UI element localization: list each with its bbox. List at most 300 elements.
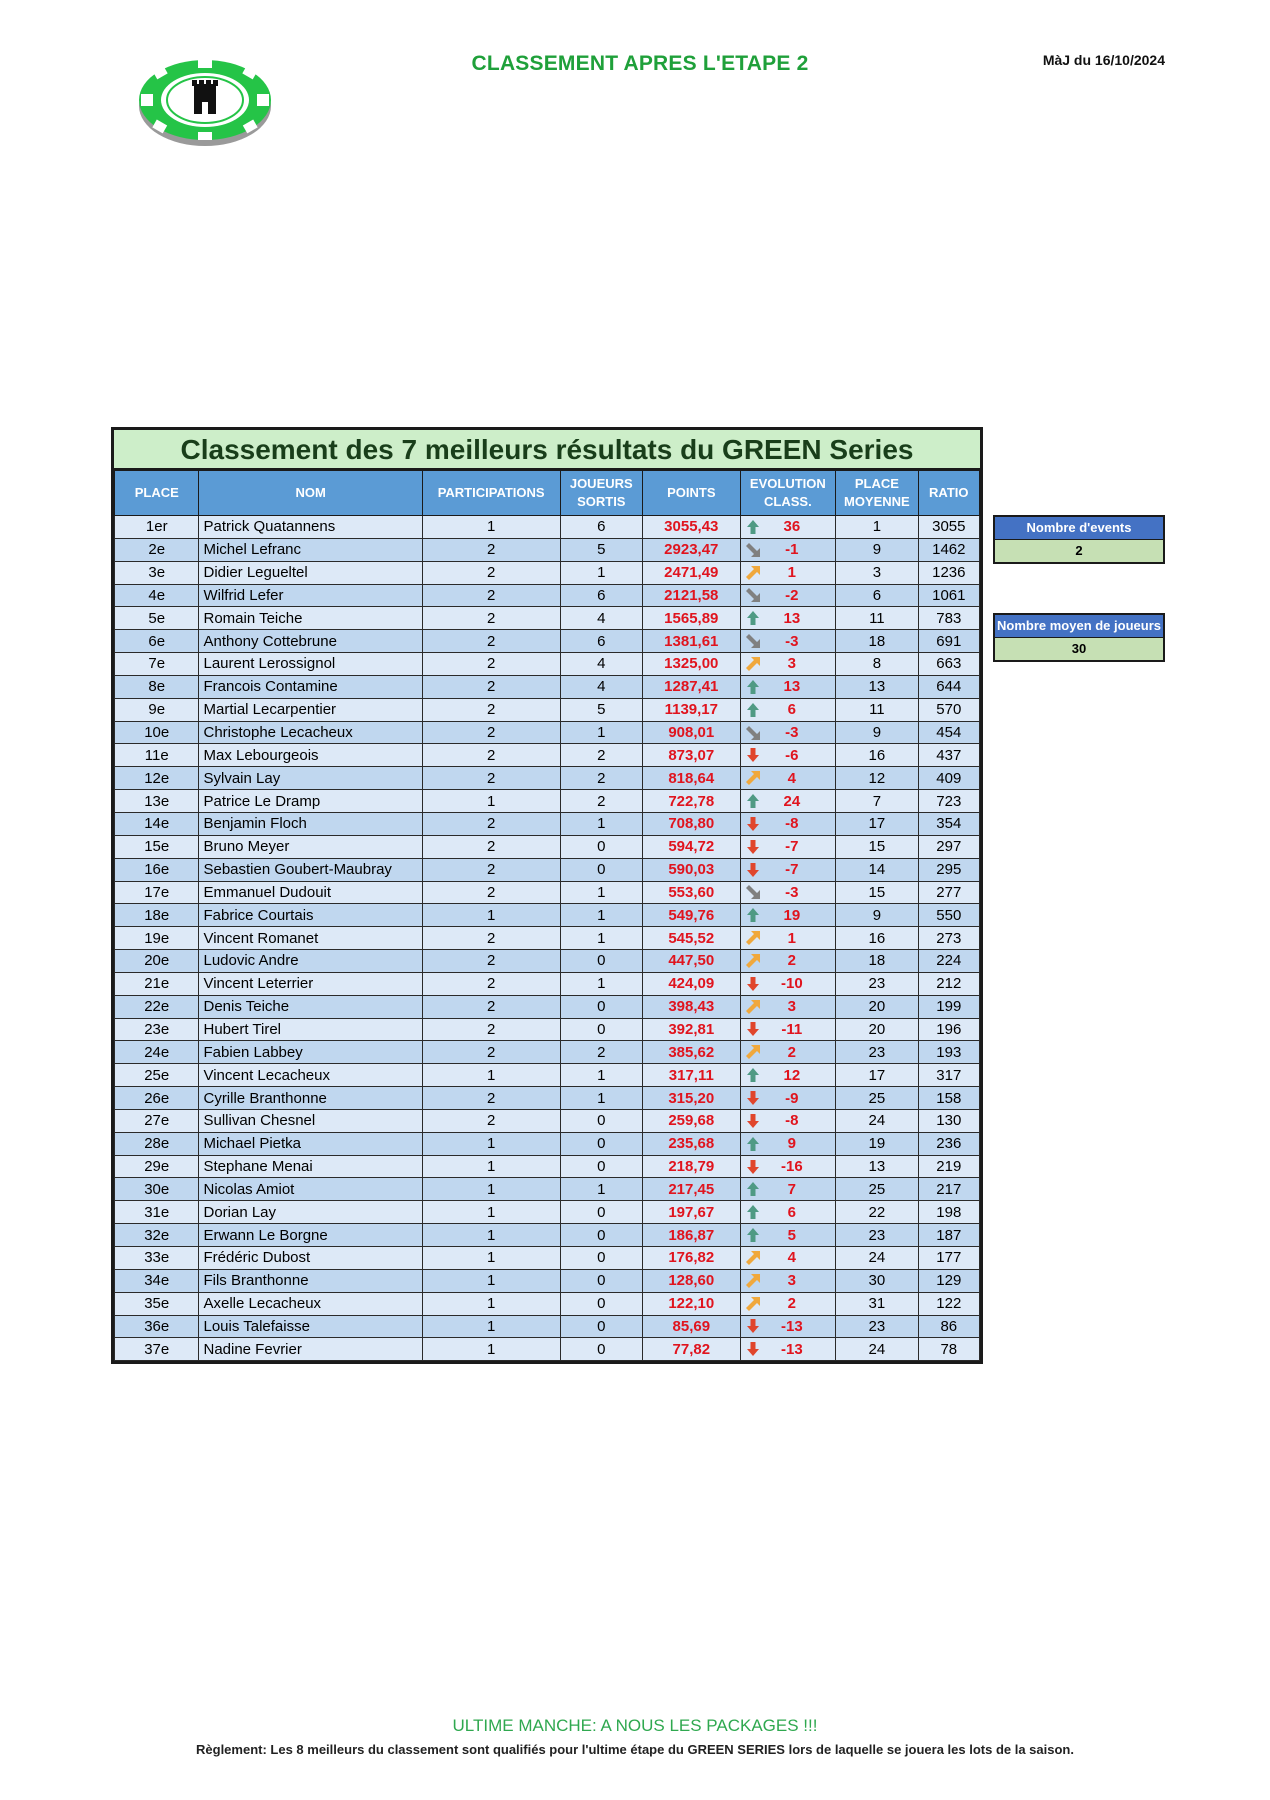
cell-place: 37e <box>115 1338 199 1361</box>
club-logo <box>136 48 274 148</box>
table-row <box>115 790 980 813</box>
cell-joueurs-sortis: 0 <box>560 1109 642 1132</box>
cell-ratio: 196 <box>918 1018 979 1041</box>
cell-joueurs-sortis: 0 <box>560 1338 642 1361</box>
cell-ratio: 193 <box>918 1041 979 1064</box>
table-row <box>115 927 980 950</box>
cell-evolution <box>740 1247 836 1270</box>
cell-ratio: 177 <box>918 1247 979 1270</box>
table-row <box>115 1064 980 1087</box>
cell-nom: Vincent Leterrier <box>199 972 422 995</box>
cell-nom: Frédéric Dubost <box>199 1247 422 1270</box>
evolution-value: 7 <box>787 1180 797 1198</box>
trend-down-slight-icon <box>745 633 761 649</box>
cell-points: 2923,47 <box>643 538 741 561</box>
cell-nom: Sebastien Goubert-Maubray <box>199 858 422 881</box>
cell-participations: 2 <box>422 767 560 790</box>
table-row <box>115 995 980 1018</box>
cell-nom: Bruno Meyer <box>199 835 422 858</box>
avg-players-value: 30 <box>995 638 1163 660</box>
cell-evolution <box>740 950 836 973</box>
table-row <box>115 881 980 904</box>
cell-ratio: 550 <box>918 904 979 927</box>
cell-place-moyenne: 30 <box>836 1269 918 1292</box>
cell-nom: Nadine Fevrier <box>199 1338 422 1361</box>
cell-points: 1325,00 <box>643 653 741 676</box>
cell-place-moyenne: 20 <box>836 1018 918 1041</box>
cell-evolution <box>740 584 836 607</box>
evolution-value: -7 <box>785 838 799 856</box>
cell-participations: 2 <box>422 927 560 950</box>
cell-points: 818,64 <box>643 767 741 790</box>
avg-players-label: Nombre moyen de joueurs <box>995 615 1163 638</box>
evolution-value: -7 <box>785 861 799 879</box>
cell-points: 392,81 <box>643 1018 741 1041</box>
evolution-value: -3 <box>785 632 799 650</box>
cell-evolution <box>740 1109 836 1132</box>
cell-place: 36e <box>115 1315 199 1338</box>
cell-place-moyenne: 16 <box>836 744 918 767</box>
cell-joueurs-sortis: 0 <box>560 1315 642 1338</box>
col-header-participations: PARTICIPATIONS <box>422 471 560 516</box>
cell-nom: Erwann Le Borgne <box>199 1224 422 1247</box>
evolution-value: 2 <box>787 952 797 970</box>
cell-ratio: 122 <box>918 1292 979 1315</box>
col-header-nom: NOM <box>199 471 422 516</box>
cell-nom: Francois Contamine <box>199 675 422 698</box>
cell-place-moyenne: 24 <box>836 1338 918 1361</box>
cell-nom: Stephane Menai <box>199 1155 422 1178</box>
cell-participations: 1 <box>422 1132 560 1155</box>
cell-nom: Cyrille Branthonne <box>199 1087 422 1110</box>
table-row <box>115 767 980 790</box>
trend-up-slight-icon <box>745 1250 761 1266</box>
cell-evolution <box>740 1292 836 1315</box>
trend-up-slight-icon <box>745 930 761 946</box>
cell-ratio: 158 <box>918 1087 979 1110</box>
trend-up-slight-icon <box>745 770 761 786</box>
cell-points: 1287,41 <box>643 675 741 698</box>
cell-ratio: 723 <box>918 790 979 813</box>
cell-nom: Max Lebourgeois <box>199 744 422 767</box>
cell-points: 197,67 <box>643 1201 741 1224</box>
cell-ratio: 212 <box>918 972 979 995</box>
cell-points: 122,10 <box>643 1292 741 1315</box>
table-row <box>115 1269 980 1292</box>
cell-ratio: 691 <box>918 630 979 653</box>
trend-up-slight-icon <box>745 1273 761 1289</box>
cell-participations: 2 <box>422 972 560 995</box>
cell-place-moyenne: 12 <box>836 767 918 790</box>
cell-joueurs-sortis: 1 <box>560 721 642 744</box>
cell-joueurs-sortis: 2 <box>560 744 642 767</box>
cell-evolution <box>740 516 836 539</box>
cell-ratio: 354 <box>918 812 979 835</box>
evolution-value: 12 <box>783 1066 801 1084</box>
cell-evolution <box>740 835 836 858</box>
evolution-value: 13 <box>783 678 801 696</box>
cell-place-moyenne: 22 <box>836 1201 918 1224</box>
cell-evolution <box>740 995 836 1018</box>
evolution-value: 4 <box>787 769 797 787</box>
footer-headline: ULTIME MANCHE: A NOUS LES PACKAGES !!! <box>452 1716 818 1735</box>
cell-points: 128,60 <box>643 1269 741 1292</box>
cell-joueurs-sortis: 0 <box>560 1132 642 1155</box>
cell-ratio: 454 <box>918 721 979 744</box>
cell-points: 385,62 <box>643 1041 741 1064</box>
cell-participations: 2 <box>422 812 560 835</box>
table-row <box>115 1041 980 1064</box>
cell-evolution <box>740 1224 836 1247</box>
table-row <box>115 1292 980 1315</box>
cell-ratio: 277 <box>918 881 979 904</box>
table-row <box>115 950 980 973</box>
col-header-place-moyenne: PLACE MOYENNE <box>836 471 918 516</box>
cell-place: 28e <box>115 1132 199 1155</box>
cell-evolution <box>740 881 836 904</box>
cell-place: 35e <box>115 1292 199 1315</box>
trend-up-slight-icon <box>745 953 761 969</box>
evolution-value: 3 <box>787 998 797 1016</box>
col-header-place: PLACE <box>115 471 199 516</box>
cell-ratio: 224 <box>918 950 979 973</box>
cell-participations: 1 <box>422 1315 560 1338</box>
cell-points: 1381,61 <box>643 630 741 653</box>
table-row <box>115 1338 980 1361</box>
cell-points: 2121,58 <box>643 584 741 607</box>
evolution-value: -2 <box>785 586 799 604</box>
trend-up-slight-icon <box>745 565 761 581</box>
table-row <box>115 1018 980 1041</box>
cell-participations: 1 <box>422 1201 560 1224</box>
cell-place-moyenne: 17 <box>836 812 918 835</box>
cell-ratio: 644 <box>918 675 979 698</box>
cell-nom: Fils Branthonne <box>199 1269 422 1292</box>
cell-joueurs-sortis: 1 <box>560 1064 642 1087</box>
cell-place-moyenne: 15 <box>836 881 918 904</box>
cell-points: 259,68 <box>643 1109 741 1132</box>
cell-evolution <box>740 1178 836 1201</box>
cell-joueurs-sortis: 1 <box>560 881 642 904</box>
trend-down-slight-icon <box>745 587 761 603</box>
cell-evolution <box>740 927 836 950</box>
cell-evolution <box>740 1064 836 1087</box>
table-row <box>115 675 980 698</box>
cell-joueurs-sortis: 1 <box>560 561 642 584</box>
trend-down-slight-icon <box>745 884 761 900</box>
cell-place-moyenne: 11 <box>836 698 918 721</box>
cell-place: 30e <box>115 1178 199 1201</box>
trend-up-icon <box>745 1227 761 1243</box>
cell-ratio: 1061 <box>918 584 979 607</box>
evolution-value: -8 <box>785 815 799 833</box>
col-header-ratio: RATIO <box>918 471 979 516</box>
cell-place-moyenne: 9 <box>836 538 918 561</box>
cell-points: 549,76 <box>643 904 741 927</box>
evolution-value: 1 <box>787 564 797 582</box>
evolution-value: 36 <box>783 518 801 536</box>
cell-ratio: 437 <box>918 744 979 767</box>
cell-evolution <box>740 972 836 995</box>
cell-evolution <box>740 1269 836 1292</box>
evolution-value: 3 <box>787 655 797 673</box>
cell-nom: Vincent Lecacheux <box>199 1064 422 1087</box>
table-row <box>115 1201 980 1224</box>
cell-place-moyenne: 18 <box>836 630 918 653</box>
cell-place-moyenne: 18 <box>836 950 918 973</box>
evolution-value: -13 <box>781 1317 803 1335</box>
cell-place-moyenne: 31 <box>836 1292 918 1315</box>
cell-points: 590,03 <box>643 858 741 881</box>
cell-evolution <box>740 721 836 744</box>
cell-points: 873,07 <box>643 744 741 767</box>
cell-joueurs-sortis: 1 <box>560 927 642 950</box>
cell-nom: Sylvain Lay <box>199 767 422 790</box>
cell-points: 722,78 <box>643 790 741 813</box>
cell-nom: Emmanuel Dudouit <box>199 881 422 904</box>
table-row <box>115 904 980 927</box>
evolution-value: -3 <box>785 724 799 742</box>
table-row <box>115 607 980 630</box>
cell-joueurs-sortis: 0 <box>560 995 642 1018</box>
cell-place: 23e <box>115 1018 199 1041</box>
cell-points: 217,45 <box>643 1178 741 1201</box>
cell-joueurs-sortis: 0 <box>560 1224 642 1247</box>
cell-place: 20e <box>115 950 199 973</box>
cell-place-moyenne: 24 <box>836 1247 918 1270</box>
cell-place-moyenne: 6 <box>836 584 918 607</box>
cell-points: 708,80 <box>643 812 741 835</box>
cell-points: 908,01 <box>643 721 741 744</box>
cell-ratio: 130 <box>918 1109 979 1132</box>
cell-points: 1139,17 <box>643 698 741 721</box>
table-row <box>115 538 980 561</box>
cell-place-moyenne: 15 <box>836 835 918 858</box>
cell-joueurs-sortis: 6 <box>560 630 642 653</box>
cell-joueurs-sortis: 1 <box>560 1178 642 1201</box>
cell-participations: 1 <box>422 1269 560 1292</box>
table-row <box>115 1087 980 1110</box>
cell-points: 315,20 <box>643 1087 741 1110</box>
cell-joueurs-sortis: 5 <box>560 538 642 561</box>
cell-nom: Anthony Cottebrune <box>199 630 422 653</box>
cell-nom: Benjamin Floch <box>199 812 422 835</box>
cell-nom: Michael Pietka <box>199 1132 422 1155</box>
trend-down-slight-icon <box>745 542 761 558</box>
table-row <box>115 1109 980 1132</box>
events-count-label: Nombre d'events <box>995 517 1163 540</box>
evolution-value: -10 <box>781 975 803 993</box>
table-header-row <box>115 471 980 516</box>
cell-ratio: 663 <box>918 653 979 676</box>
table-row <box>115 1132 980 1155</box>
cell-place: 3e <box>115 561 199 584</box>
evolution-value: -8 <box>785 1112 799 1130</box>
cell-nom: Ludovic Andre <box>199 950 422 973</box>
table-row <box>115 812 980 835</box>
cell-nom: Fabien Labbey <box>199 1041 422 1064</box>
cell-nom: Laurent Lerossignol <box>199 653 422 676</box>
table-row <box>115 561 980 584</box>
cell-ratio: 1462 <box>918 538 979 561</box>
evolution-value: -1 <box>785 541 799 559</box>
cell-ratio: 295 <box>918 858 979 881</box>
cell-place: 4e <box>115 584 199 607</box>
cell-joueurs-sortis: 0 <box>560 1201 642 1224</box>
cell-evolution <box>740 858 836 881</box>
cell-points: 1565,89 <box>643 607 741 630</box>
cell-place: 31e <box>115 1201 199 1224</box>
update-date: MàJ du 16/10/2024 <box>1042 52 1165 68</box>
cell-ratio: 3055 <box>918 516 979 539</box>
cell-evolution <box>740 1338 836 1361</box>
evolution-value: 9 <box>787 1135 797 1153</box>
cell-joueurs-sortis: 2 <box>560 790 642 813</box>
table-row <box>115 1155 980 1178</box>
cell-joueurs-sortis: 6 <box>560 516 642 539</box>
cell-ratio: 198 <box>918 1201 979 1224</box>
cell-place-moyenne: 19 <box>836 1132 918 1155</box>
cell-ratio: 187 <box>918 1224 979 1247</box>
cell-joueurs-sortis: 0 <box>560 1292 642 1315</box>
trend-up-slight-icon <box>745 656 761 672</box>
cell-participations: 2 <box>422 995 560 1018</box>
table-row <box>115 584 980 607</box>
cell-participations: 1 <box>422 790 560 813</box>
trend-down-icon <box>745 976 761 992</box>
cell-place-moyenne: 1 <box>836 516 918 539</box>
cell-participations: 2 <box>422 653 560 676</box>
cell-participations: 2 <box>422 561 560 584</box>
cell-place-moyenne: 11 <box>836 607 918 630</box>
cell-participations: 2 <box>422 630 560 653</box>
table-row <box>115 1224 980 1247</box>
trend-up-icon <box>745 793 761 809</box>
cell-place: 11e <box>115 744 199 767</box>
events-count-value: 2 <box>995 540 1163 562</box>
cell-participations: 1 <box>422 1224 560 1247</box>
ranking-table <box>111 427 983 1364</box>
cell-place: 9e <box>115 698 199 721</box>
cell-nom: Patrick Quatannens <box>199 516 422 539</box>
cell-place: 1er <box>115 516 199 539</box>
evolution-value: 2 <box>787 1043 797 1061</box>
table-row <box>115 835 980 858</box>
cell-nom: Romain Teiche <box>199 607 422 630</box>
cell-evolution <box>740 1132 836 1155</box>
cell-ratio: 570 <box>918 698 979 721</box>
cell-evolution <box>740 767 836 790</box>
cell-place-moyenne: 23 <box>836 1224 918 1247</box>
cell-points: 218,79 <box>643 1155 741 1178</box>
evolution-value: -9 <box>785 1089 799 1107</box>
cell-ratio: 199 <box>918 995 979 1018</box>
cell-points: 594,72 <box>643 835 741 858</box>
trend-down-icon <box>745 1113 761 1129</box>
cell-joueurs-sortis: 0 <box>560 1247 642 1270</box>
cell-evolution <box>740 1155 836 1178</box>
cell-place: 5e <box>115 607 199 630</box>
cell-nom: Martial Lecarpentier <box>199 698 422 721</box>
cell-points: 2471,49 <box>643 561 741 584</box>
cell-evolution <box>740 904 836 927</box>
col-header-evolution: EVOLUTION CLASS. <box>740 471 836 516</box>
cell-participations: 1 <box>422 904 560 927</box>
cell-evolution <box>740 653 836 676</box>
cell-place: 14e <box>115 812 199 835</box>
cell-nom: Nicolas Amiot <box>199 1178 422 1201</box>
trend-up-icon <box>745 1204 761 1220</box>
cell-place: 22e <box>115 995 199 1018</box>
cell-place: 32e <box>115 1224 199 1247</box>
trend-up-icon <box>745 679 761 695</box>
cell-place-moyenne: 23 <box>836 972 918 995</box>
table-row <box>115 972 980 995</box>
cell-place: 7e <box>115 653 199 676</box>
trend-down-icon <box>745 1341 761 1357</box>
cell-participations: 1 <box>422 1247 560 1270</box>
cell-points: 186,87 <box>643 1224 741 1247</box>
cell-participations: 1 <box>422 1178 560 1201</box>
evolution-value: 2 <box>787 1295 797 1313</box>
cell-evolution <box>740 630 836 653</box>
evolution-value: 4 <box>787 1249 797 1267</box>
cell-joueurs-sortis: 0 <box>560 835 642 858</box>
evolution-value: 19 <box>783 906 801 924</box>
cell-place-moyenne: 25 <box>836 1178 918 1201</box>
cell-place-moyenne: 7 <box>836 790 918 813</box>
cell-joueurs-sortis: 0 <box>560 1018 642 1041</box>
cell-nom: Axelle Lecacheux <box>199 1292 422 1315</box>
avg-players-box <box>993 613 1165 662</box>
cell-joueurs-sortis: 5 <box>560 698 642 721</box>
table-row <box>115 698 980 721</box>
cell-evolution <box>740 698 836 721</box>
cell-joueurs-sortis: 1 <box>560 812 642 835</box>
cell-participations: 2 <box>422 858 560 881</box>
cell-evolution <box>740 812 836 835</box>
cell-place-moyenne: 8 <box>836 653 918 676</box>
table-title: Classement des 7 meilleurs résultats du GREEN Series <box>114 430 980 470</box>
cell-participations: 2 <box>422 950 560 973</box>
evolution-value: 6 <box>787 701 797 719</box>
cell-joueurs-sortis: 6 <box>560 584 642 607</box>
cell-joueurs-sortis: 2 <box>560 767 642 790</box>
cell-participations: 2 <box>422 607 560 630</box>
cell-evolution <box>740 607 836 630</box>
cell-participations: 2 <box>422 721 560 744</box>
trend-down-slight-icon <box>745 725 761 741</box>
cell-joueurs-sortis: 4 <box>560 607 642 630</box>
cell-ratio: 217 <box>918 1178 979 1201</box>
cell-place-moyenne: 23 <box>836 1315 918 1338</box>
cell-nom: Wilfrid Lefer <box>199 584 422 607</box>
cell-joueurs-sortis: 1 <box>560 904 642 927</box>
cell-place-moyenne: 13 <box>836 675 918 698</box>
cell-participations: 2 <box>422 584 560 607</box>
table-row <box>115 653 980 676</box>
cell-place: 15e <box>115 835 199 858</box>
cell-joueurs-sortis: 4 <box>560 675 642 698</box>
cell-place: 13e <box>115 790 199 813</box>
cell-participations: 1 <box>422 1338 560 1361</box>
evolution-value: 6 <box>787 1203 797 1221</box>
cell-nom: Christophe Lecacheux <box>199 721 422 744</box>
table-row <box>115 1247 980 1270</box>
table-row <box>115 1178 980 1201</box>
cell-place-moyenne: 24 <box>836 1109 918 1132</box>
evolution-value: 3 <box>787 1272 797 1290</box>
